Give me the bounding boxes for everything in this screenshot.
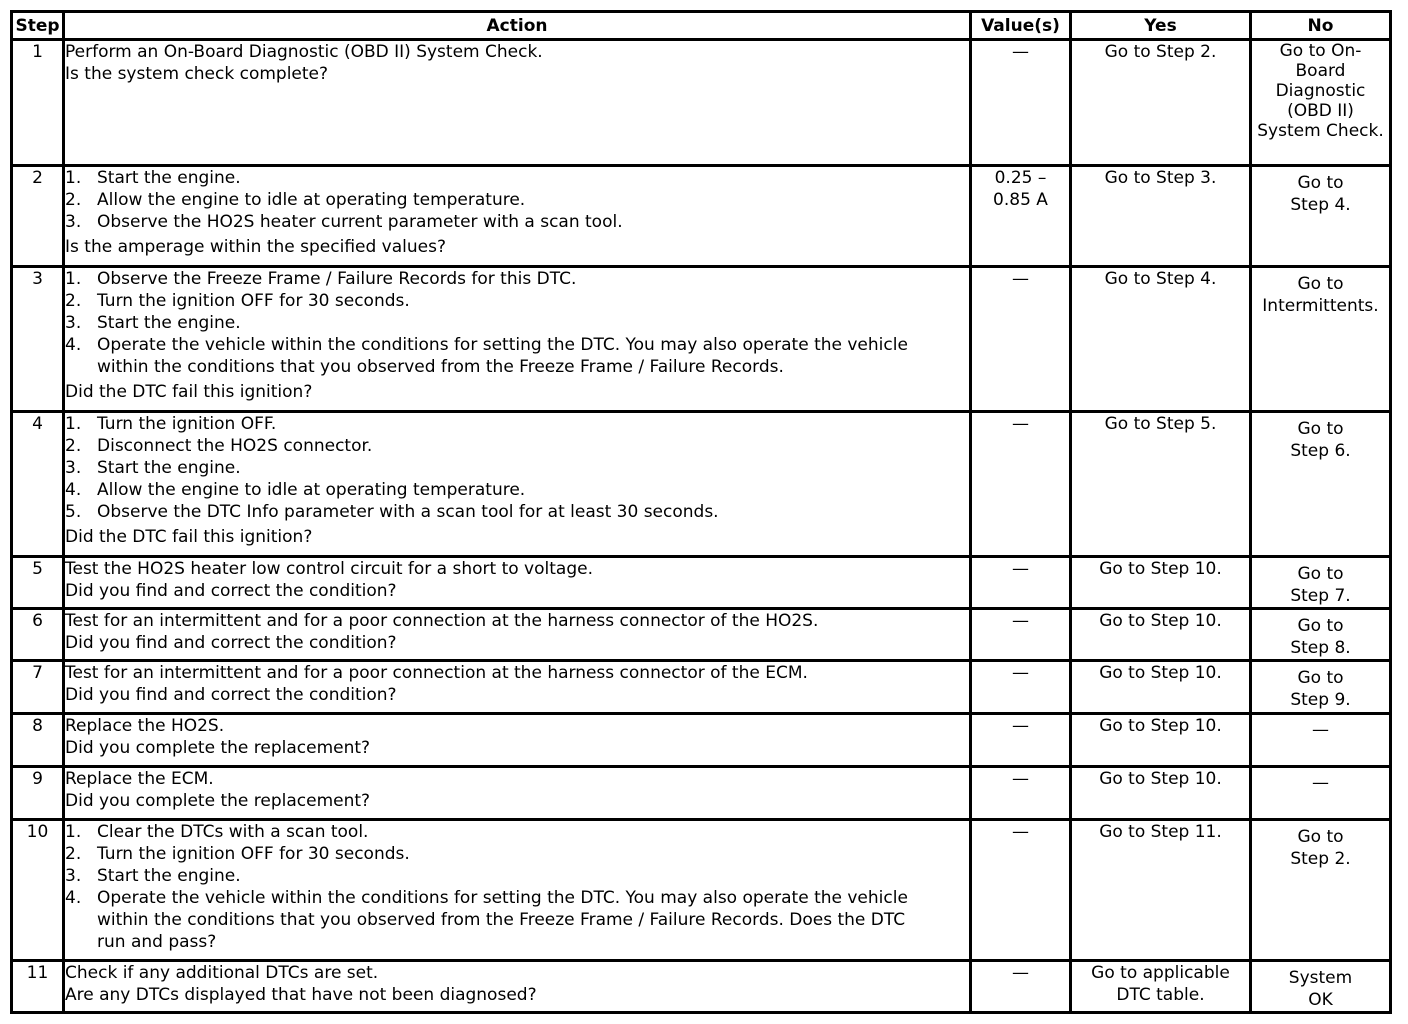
list-item: 3. Start the engine. (65, 458, 241, 478)
step-number: 1 (12, 40, 64, 166)
action-cell (64, 714, 971, 767)
action-text: Test the HO2S heater low control circuit for a short to voltage. (65, 559, 593, 579)
step-number: 10 (12, 820, 64, 961)
action-question: Are any DTCs displayed that have not been diagnosed? (65, 985, 537, 1005)
action-cell (64, 166, 971, 267)
action-question: Did you find and correct the condition? (65, 685, 397, 705)
no-cell: — (1251, 714, 1391, 767)
action-cell (64, 412, 971, 557)
yes-cell: Go to Step 2. (1071, 40, 1251, 166)
list-item: 3. Observe the HO2S heater current parameter with a scan tool. (65, 212, 623, 232)
list-item: 3. Start the engine. (65, 313, 241, 333)
yes-cell: Go to Step 10. (1071, 767, 1251, 820)
value-cell: — (971, 714, 1071, 767)
yes-cell: Go to Step 10. (1071, 661, 1251, 714)
action-steps (65, 268, 969, 378)
yes-cell: Go to Step 3. (1071, 166, 1251, 267)
action-question: Did you find and correct the condition? (65, 581, 397, 601)
action-text: Perform an On-Board Diagnostic (OBD II) System Check. (65, 42, 543, 62)
action-text: Replace the HO2S. (65, 716, 225, 736)
action-steps (65, 821, 969, 953)
list-item: 3. Start the engine. (65, 866, 241, 886)
table-row (12, 267, 1391, 412)
table-row (12, 714, 1391, 767)
value-cell: — (971, 609, 1071, 661)
yes-cell: Go to Step 11. (1071, 820, 1251, 961)
no-cell: Go to Intermittents. (1251, 267, 1391, 412)
action-cell (64, 609, 971, 661)
value-cell: — (971, 767, 1071, 820)
yes-cell: Go to Step 10. (1071, 557, 1251, 609)
action-steps (65, 413, 969, 523)
action-question: Did the DTC fail this ignition? (65, 527, 313, 547)
action-cell (64, 767, 971, 820)
action-text: Replace the ECM. (65, 769, 214, 789)
header-yes: Yes (1071, 12, 1251, 40)
table-row (12, 820, 1391, 961)
yes-cell: Go to Step 10. (1071, 609, 1251, 661)
action-question: Is the system check complete? (65, 64, 329, 84)
yes-cell: Go to Step 10. (1071, 714, 1251, 767)
action-text: Test for an intermittent and for a poor connection at the harness connector of the HO2S. (65, 611, 819, 631)
table-row (12, 767, 1391, 820)
no-cell: — (1251, 767, 1391, 820)
value-cell: — (971, 412, 1071, 557)
step-number: 2 (12, 166, 64, 267)
list-item: 1. Turn the ignition OFF. (65, 414, 277, 434)
action-question: Did you complete the replacement? (65, 738, 371, 758)
action-steps (65, 167, 969, 233)
yes-cell: Go to Step 4. (1071, 267, 1251, 412)
list-item: 2. Disconnect the HO2S connector. (65, 436, 373, 456)
action-question: Did you find and correct the condition? (65, 633, 397, 653)
value-cell: 0.25 – 0.85 A (971, 166, 1071, 267)
list-item: 2. Turn the ignition OFF for 30 seconds. (65, 844, 410, 864)
action-question: Did you complete the replacement? (65, 791, 371, 811)
list-item: 2. Allow the engine to idle at operating temperature. (65, 190, 526, 210)
diagnostic-table (10, 10, 1392, 1014)
table-row (12, 166, 1391, 267)
step-number: 3 (12, 267, 64, 412)
list-item: 1. Start the engine. (65, 168, 241, 188)
table-row (12, 609, 1391, 661)
step-number: 8 (12, 714, 64, 767)
value-cell: — (971, 820, 1071, 961)
no-cell: Go to Step 6. (1251, 412, 1391, 557)
action-cell (64, 267, 971, 412)
list-item: 1. Observe the Freeze Frame / Failure Records for this DTC. (65, 269, 577, 289)
header-action: Action (64, 12, 971, 40)
action-cell (64, 557, 971, 609)
action-cell (64, 40, 971, 166)
header-values: Value(s) (971, 12, 1071, 40)
header-step: Step (12, 12, 64, 40)
value-cell: — (971, 267, 1071, 412)
no-cell: Go to Step 4. (1251, 166, 1391, 267)
no-cell: System OK (1251, 961, 1391, 1013)
list-item: 2. Turn the ignition OFF for 30 seconds. (65, 291, 410, 311)
table-row (12, 661, 1391, 714)
step-number: 7 (12, 661, 64, 714)
no-cell: Go to On-Board Diagnostic (OBD II) System Check. (1251, 40, 1391, 166)
value-cell: — (971, 961, 1071, 1013)
list-item: 4. Operate the vehicle within the conditions for setting the DTC. You may also operate the vehicle within the conditions that you observed from the Freeze Frame / Failure Records. Does the DTC run and pass? (65, 888, 908, 952)
step-number: 9 (12, 767, 64, 820)
list-item: 4. Operate the vehicle within the conditions for setting the DTC. You may also operate the vehicle within the conditions that you observed from the Freeze Frame / Failure Records. (65, 335, 908, 377)
value-cell: — (971, 40, 1071, 166)
value-cell: — (971, 661, 1071, 714)
header-row (12, 12, 1391, 40)
value-cell: — (971, 557, 1071, 609)
step-number: 5 (12, 557, 64, 609)
action-question: Is the amperage within the specified values? (65, 237, 446, 257)
action-text: Test for an intermittent and for a poor connection at the harness connector of the ECM. (65, 663, 808, 683)
no-cell: Go to Step 7. (1251, 557, 1391, 609)
header-no: No (1251, 12, 1391, 40)
no-cell: Go to Step 9. (1251, 661, 1391, 714)
table-row (12, 40, 1391, 166)
table-row (12, 557, 1391, 609)
step-number: 11 (12, 961, 64, 1013)
no-cell: Go to Step 2. (1251, 820, 1391, 961)
step-number: 6 (12, 609, 64, 661)
action-cell (64, 661, 971, 714)
list-item: 5. Observe the DTC Info parameter with a scan tool for at least 30 seconds. (65, 502, 719, 522)
step-number: 4 (12, 412, 64, 557)
action-cell (64, 961, 971, 1013)
action-cell (64, 820, 971, 961)
action-text: Check if any additional DTCs are set. (65, 963, 379, 983)
table-row (12, 412, 1391, 557)
table-row (12, 961, 1391, 1013)
yes-cell: Go to Step 5. (1071, 412, 1251, 557)
list-item: 4. Allow the engine to idle at operating temperature. (65, 480, 526, 500)
no-cell: Go to Step 8. (1251, 609, 1391, 661)
yes-cell: Go to applicable DTC table. (1071, 961, 1251, 1013)
action-question: Did the DTC fail this ignition? (65, 382, 313, 402)
list-item: 1. Clear the DTCs with a scan tool. (65, 822, 369, 842)
